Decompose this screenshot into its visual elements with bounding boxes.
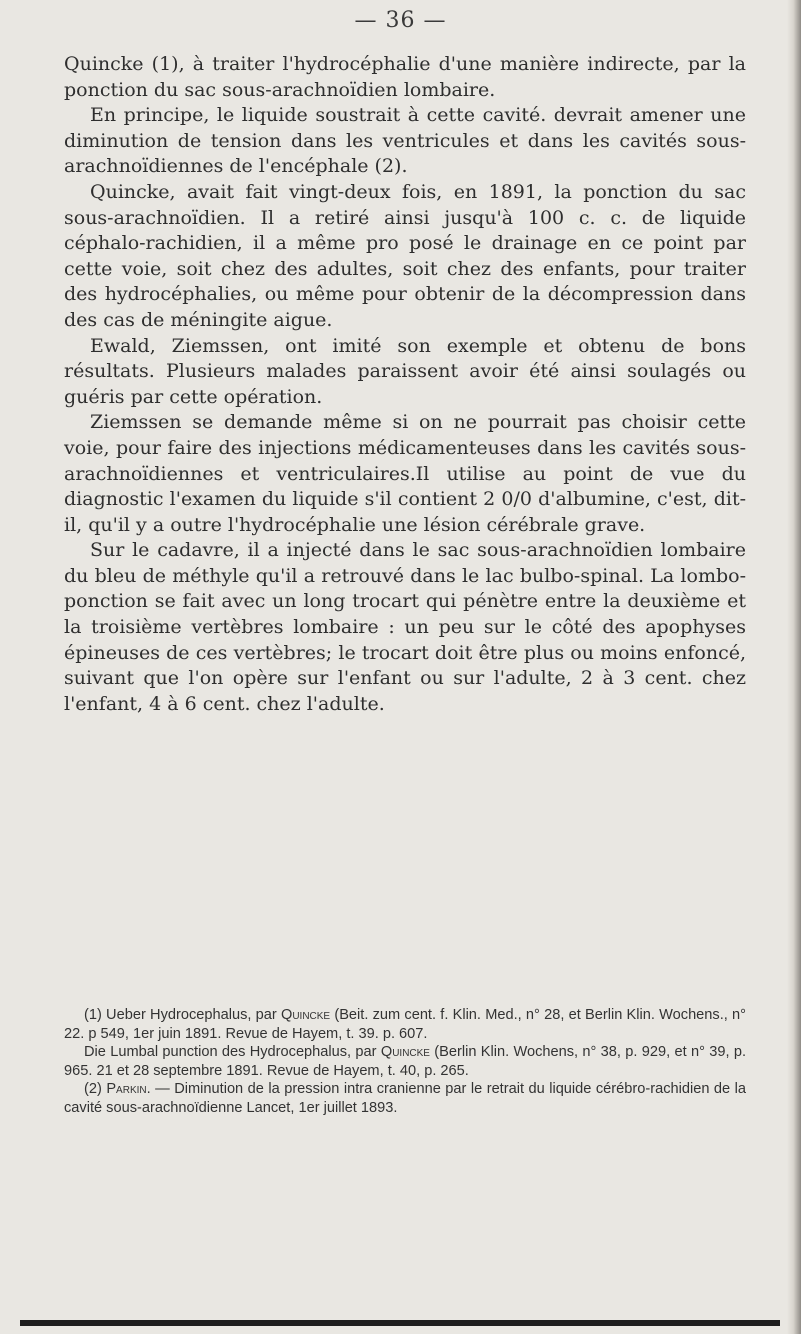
footnote-text: Die Lumbal punction des Hydrocephalus, par (84, 1044, 381, 1061)
footnote-author: Quincke (280, 1007, 331, 1023)
paragraph: Ziemssen se demande même si on ne pourrait pas choisir cette voie, pour faire des injections médicamenteuses dans les cavités sous-arachnoïdiennes et ventriculaires.Il utilise au point de vue du diagnostic l'examen du liquide s'il contient 2 0/0 d'albumine, c'est, dit-il, qu'il y a outre l'hydrocéphalie une lésion cérébrale grave. (64, 411, 746, 536)
paragraph: Quincke (1), à traiter l'hydrocéphalie d'une manière indirecte, par la ponction du sac sous-arachnoïdien lombaire. (64, 53, 746, 101)
footnote-text: (Berlin Klin. Wochens, n° 38, p. 929, et n° 39, p. 965. 21 et 28 septembre 1891. Revue de Hayem, t. 40, p. 265. (64, 1044, 746, 1079)
paragraph: Ewald, Ziemssen, ont imité son exemple et obtenu de bons résultats. Plusieurs malades paraissent avoir été ainsi soulagés ou guéris par cette opération. (64, 334, 746, 408)
footnote-author: Parkin (106, 1081, 147, 1098)
paragraph: Sur le cadavre, il a injecté dans le sac sous-arachnoïdien lombaire du bleu de méthyle qu'il a retrouvé dans le lac bulbo-spinal. La lombo-ponction se fait avec un long trocart qui pénètre entre la deuxième et la troisième vertèbres lombaire : un peu sur le côté des apophyses épineuses de ces vertèbres; le trocart doit être plus ou moins enfoncé, suivant que l'on opère sur l'enfant ou sur l'adulte, 2 à 3 cent. chez l'enfant, 4 à 6 cent. chez l'adulte. (64, 539, 746, 715)
footnote-1-continued (64, 1043, 746, 1080)
footnotes (64, 1006, 746, 1118)
paragraph: Quincke, avait fait vingt-deux fois, en 1891, la ponction du sac sous-arachnoïdien. Il a retiré ainsi jusqu'à 100 c. c. de liquide céphalo-rachidien, il a même pro posé le drainage en ce point par cette voie, soit chez des adultes, soit chez des enfants, pour traiter des hydrocéphalies, ou même pour obtenir de la décompression dans des cas de méningite aigue. (64, 180, 746, 331)
paragraph: En principe, le liquide soustrait à cette cavité. devrait amener une diminution de tension dans les ventricules et dans les cavités sous-arachnoïdiennes de l'encéphale (2). (64, 104, 746, 178)
body-text (64, 52, 746, 717)
footnote-text: (2) (84, 1081, 107, 1098)
footnote-text: (1) Ueber Hydrocephalus, par (84, 1007, 281, 1023)
footnote-2 (64, 1080, 746, 1117)
footnote-text: (Beit. zum cent. f. Klin. Med., n° 28, et Berlin Klin. Wochens., n° 22. p 549, 1er juin 1891. Revue de Hayem, t. 39. p. 607. (64, 1007, 746, 1042)
page-edge-shadow (787, 0, 801, 1334)
bottom-edge-rule (20, 1320, 780, 1326)
footnote-text: . — Diminution de la pression intra cranienne par le retrait du liquide cérébro-rachidien de la cavité sous-arachnoïdienne Lancet, 1er juillet 1893. (64, 1081, 746, 1116)
page-number: — 36 — (354, 8, 447, 33)
footnote-author: Quincke (380, 1044, 430, 1061)
footnote-1 (64, 1006, 746, 1043)
